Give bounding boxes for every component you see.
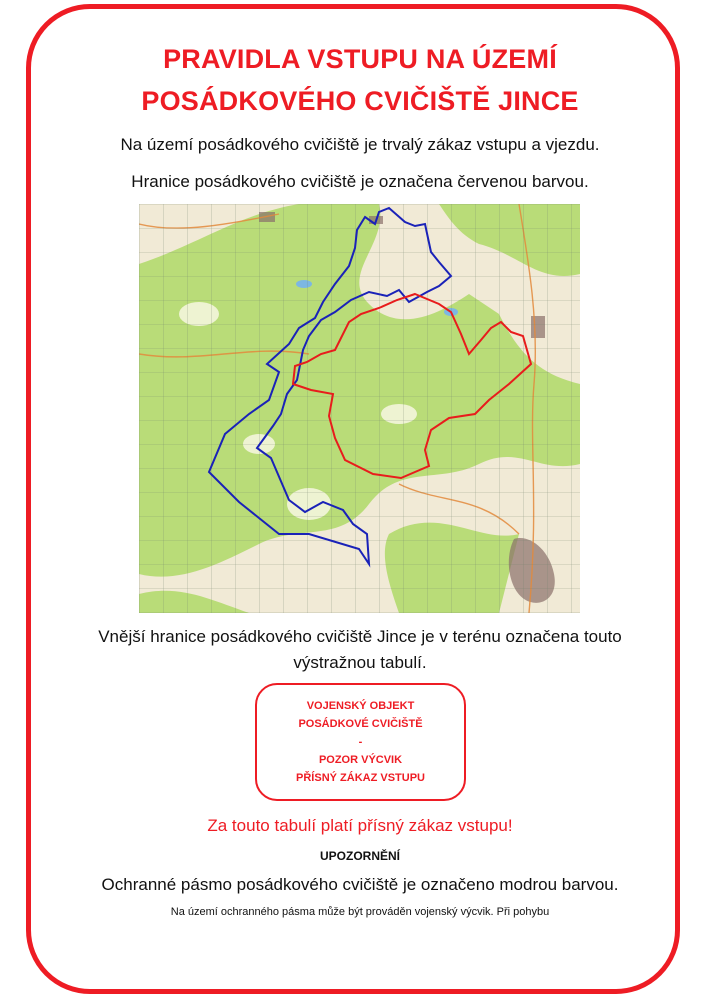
- notice-line-1: Vnější hranice posádkového cvičiště Jince je v terénu označena touto: [98, 627, 622, 646]
- notice-line-2: výstražnou tabulí.: [293, 653, 427, 672]
- map-grid: [139, 204, 580, 613]
- sign-line: POZOR VÝCVIK: [318, 754, 403, 766]
- training-area-map: [139, 204, 580, 613]
- footer-text: Na území ochranného pásma může být prováděn vojenský výcvik. Při pohybu: [170, 906, 550, 918]
- boundary-color-text: Hranice posádkového cvičiště je označena červenou barvou.: [131, 172, 589, 191]
- no-entry-text: Na území posádkového cvičiště je trvalý zákaz vstupu a vjezdu.: [120, 135, 600, 154]
- sign-line: PŘÍSNÝ ZÁKAZ VSTUPU: [296, 772, 425, 784]
- sign-line: POSÁDKOVÉ CVIČIŠTĚ: [298, 718, 423, 730]
- title-line-1: PRAVIDLA VSTUPU NA ÚZEMÍ: [163, 44, 557, 74]
- protection-zone-text: Ochranné pásmo posádkového cvičiště je označeno modrou barvou.: [101, 875, 619, 894]
- upozorneni-heading: UPOZORNĚNÍ: [319, 849, 400, 863]
- sign-line: -: [358, 736, 363, 748]
- title-line-2: POSÁDKOVÉHO CVIČIŠTĚ JINCE: [141, 86, 579, 116]
- warning-text: Za touto tabulí platí přísný zákaz vstupu!: [207, 816, 513, 835]
- warning-sign: [255, 683, 466, 801]
- sign-line: VOJENSKÝ OBJEKT: [306, 700, 415, 712]
